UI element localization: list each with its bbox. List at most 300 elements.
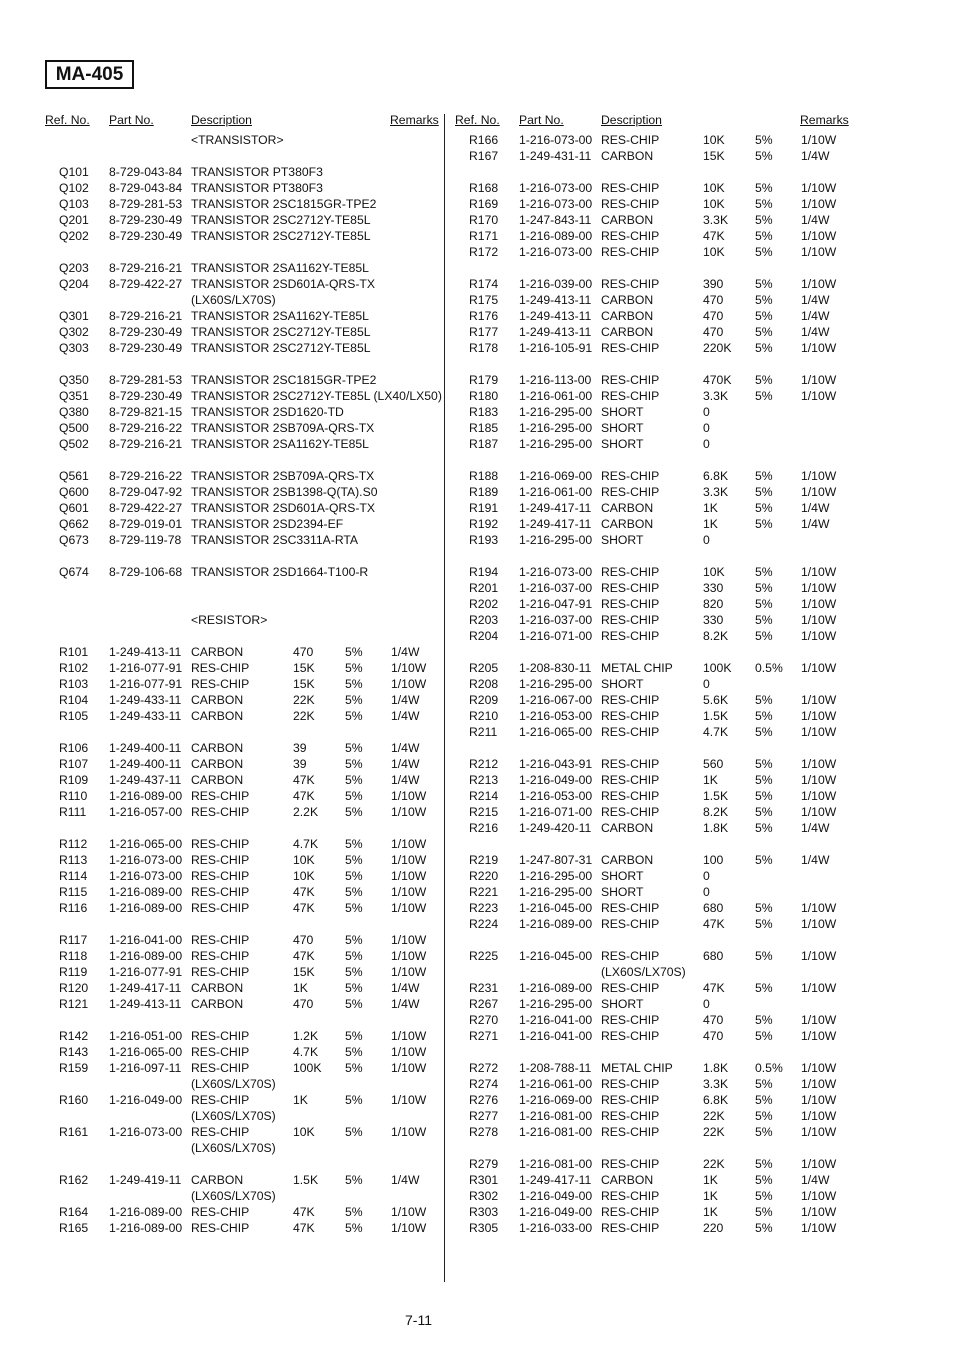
cell-value: 100K [293, 1061, 322, 1075]
cell-remarks: 1/4W [801, 325, 830, 339]
cell-description: SHORT [601, 421, 644, 435]
cell-tolerance: 5% [345, 741, 363, 755]
cell-part-no: 1-247-807-31 [519, 853, 593, 867]
cell-tolerance: 5% [345, 901, 363, 915]
row-spacer [455, 1140, 855, 1156]
row-spacer [455, 740, 855, 756]
table-row [455, 964, 855, 980]
cell-remarks: 1/10W [801, 1061, 837, 1075]
cell-description: RES-CHIP [601, 725, 660, 739]
cell-remarks: 1/4W [801, 149, 830, 163]
table-row [455, 1076, 855, 1092]
table-row [455, 724, 855, 740]
cell-tolerance: 5% [755, 1221, 773, 1235]
cell-tolerance: 5% [755, 213, 773, 227]
table-row [455, 772, 855, 788]
row-spacer [455, 548, 855, 564]
cell-ref-no: R160 [59, 1093, 89, 1107]
cell-tolerance: 5% [755, 709, 773, 723]
cell-description: RES-CHIP [601, 1189, 660, 1203]
table-row [45, 1108, 445, 1124]
table-row [455, 1220, 855, 1236]
cell-description: RES-CHIP [601, 917, 660, 931]
cell-tolerance: 5% [345, 1061, 363, 1075]
cell-remarks: 1/10W [801, 725, 837, 739]
cell-tolerance: 5% [345, 789, 363, 803]
cell-description: RES-CHIP [191, 1029, 250, 1043]
table-row [455, 1028, 855, 1044]
table-row [455, 756, 855, 772]
row-spacer [45, 916, 445, 932]
cell-remarks: 1/10W [391, 661, 427, 675]
cell-value: 10K [703, 245, 725, 259]
cell-remarks: 1/10W [801, 1013, 837, 1027]
cell-part-no: 1-249-413-11 [519, 325, 592, 339]
cell-part-no: 1-249-400-11 [109, 757, 182, 771]
table-row [45, 980, 445, 996]
table-row [455, 404, 855, 420]
cell-description: CARBON [191, 981, 244, 995]
cell-remarks: 1/4W [391, 1173, 420, 1187]
cell-tolerance: 5% [755, 1013, 773, 1027]
cell-ref-no: R271 [469, 1029, 499, 1043]
cell-part-no: 1-247-843-11 [519, 213, 592, 227]
cell-ref-no: R204 [469, 629, 499, 643]
cell-ref-no: Q301 [59, 309, 89, 323]
cell-description: TRANSISTOR 2SB709A-QRS-TX [191, 469, 375, 483]
cell-part-no: 1-216-071-00 [519, 629, 593, 643]
cell-value: 47K [703, 981, 725, 995]
cell-description: RES-CHIP [601, 1013, 660, 1027]
cell-part-no: 1-216-295-00 [519, 405, 593, 419]
cell-ref-no: Q202 [59, 229, 89, 243]
table-row [455, 596, 855, 612]
table-row [455, 868, 855, 884]
cell-part-no: 1-216-295-00 [519, 421, 593, 435]
cell-remarks: 1/4W [391, 693, 420, 707]
cell-value: 0 [703, 885, 710, 899]
cell-value: 470 [293, 645, 314, 659]
cell-remarks: 1/10W [391, 901, 427, 915]
cell-part-no: 8-729-230-49 [109, 229, 183, 243]
cell-description: CARBON [601, 853, 654, 867]
cell-part-no: 1-216-113-00 [519, 373, 592, 387]
cell-description: CARBON [191, 773, 244, 787]
column-headers [45, 110, 445, 130]
cell-remarks: 1/10W [801, 709, 837, 723]
cell-part-no: 8-729-230-49 [109, 325, 183, 339]
cell-part-no: 1-208-830-11 [519, 661, 592, 675]
table-row [45, 484, 445, 500]
cell-description: RES-CHIP [601, 597, 660, 611]
table-row [45, 788, 445, 804]
cell-tolerance: 5% [345, 933, 363, 947]
cell-remarks: 1/10W [801, 485, 837, 499]
table-row [455, 340, 855, 356]
cell-remarks: 1/10W [801, 981, 837, 995]
cell-tolerance: 0.5% [755, 1061, 783, 1075]
cell-tolerance: 5% [345, 869, 363, 883]
cell-description: CARBON [601, 517, 654, 531]
cell-ref-no: Q204 [59, 277, 89, 291]
cell-part-no: 8-729-216-22 [109, 421, 183, 435]
cell-value: 10K [293, 869, 315, 883]
cell-tolerance: 5% [755, 773, 773, 787]
header-part-no: Part No. [109, 113, 154, 127]
cell-description: <TRANSISTOR> [191, 133, 284, 147]
cell-value: 39 [293, 757, 307, 771]
cell-ref-no: R114 [59, 869, 88, 883]
cell-part-no: 8-729-047-92 [109, 485, 183, 499]
cell-value: 0 [703, 677, 710, 691]
cell-value: 4.7K [293, 1045, 319, 1059]
cell-value: 8.2K [703, 805, 729, 819]
cell-part-no: 1-216-081-00 [519, 1125, 593, 1139]
cell-part-no: 8-729-043-84 [109, 181, 183, 195]
cell-part-no: 1-216-041-00 [109, 933, 183, 947]
cell-tolerance: 5% [755, 309, 773, 323]
cell-tolerance: 5% [755, 629, 773, 643]
table-row [455, 1012, 855, 1028]
cell-description: RES-CHIP [191, 1093, 250, 1107]
cell-ref-no: R170 [469, 213, 499, 227]
cell-value: 10K [703, 133, 725, 147]
cell-description: RES-CHIP [601, 709, 660, 723]
cell-tolerance: 5% [345, 805, 363, 819]
table-row [455, 804, 855, 820]
cell-value: 1K [703, 1205, 718, 1219]
cell-description: RES-CHIP [601, 1157, 660, 1171]
cell-part-no: 1-216-073-00 [109, 869, 183, 883]
table-row [45, 180, 445, 196]
cell-part-no: 1-216-037-00 [519, 613, 593, 627]
cell-ref-no: R115 [59, 885, 88, 899]
cell-tolerance: 5% [345, 997, 363, 1011]
row-spacer [455, 164, 855, 180]
cell-remarks: 1/4W [391, 981, 420, 995]
cell-tolerance: 5% [755, 293, 773, 307]
cell-remarks: 1/10W [801, 693, 837, 707]
cell-value: 4.7K [703, 725, 729, 739]
cell-ref-no: R185 [469, 421, 499, 435]
table-row [455, 564, 855, 580]
cell-part-no: 1-216-295-00 [519, 677, 593, 691]
cell-part-no: 1-216-043-91 [519, 757, 593, 771]
cell-part-no: 1-216-067-00 [519, 693, 593, 707]
table-row [45, 1124, 445, 1140]
cell-remarks: 1/4W [801, 1173, 830, 1187]
cell-ref-no: Q350 [59, 373, 89, 387]
cell-description: CARBON [601, 1173, 654, 1187]
cell-tolerance: 5% [755, 1093, 773, 1107]
cell-tolerance: 5% [755, 725, 773, 739]
cell-part-no: 8-729-422-27 [109, 501, 183, 515]
cell-part-no: 1-249-417-11 [519, 1173, 592, 1187]
cell-part-no: 1-249-417-11 [519, 501, 592, 515]
cell-value: 0 [703, 869, 710, 883]
row-spacer [45, 580, 445, 596]
table-row [45, 1204, 445, 1220]
cell-ref-no: R118 [59, 949, 88, 963]
cell-description: SHORT [601, 437, 644, 451]
cell-remarks: 1/4W [391, 997, 420, 1011]
row-spacer [45, 356, 445, 372]
cell-part-no: 1-249-417-11 [109, 981, 182, 995]
cell-remarks: 1/10W [801, 181, 837, 195]
cell-description: SHORT [601, 405, 644, 419]
cell-value: 1K [703, 517, 718, 531]
cell-tolerance: 5% [345, 1045, 363, 1059]
cell-part-no: 8-729-216-21 [109, 261, 183, 275]
cell-ref-no: R164 [59, 1205, 89, 1219]
cell-tolerance: 5% [755, 1109, 773, 1123]
cell-remarks: 1/4W [801, 853, 830, 867]
cell-part-no: 1-216-061-00 [519, 485, 593, 499]
cell-description: RES-CHIP [191, 1061, 250, 1075]
cell-value: 10K [703, 197, 725, 211]
table-row [45, 276, 445, 292]
cell-value: 3.3K [703, 213, 729, 227]
cell-part-no: 1-216-073-00 [109, 1125, 183, 1139]
cell-value: 10K [703, 181, 725, 195]
cell-part-no: 1-216-045-00 [519, 901, 593, 915]
cell-value: 15K [293, 661, 315, 675]
cell-description: RES-CHIP [601, 773, 660, 787]
cell-value: 470 [703, 325, 724, 339]
cell-description: RES-CHIP [601, 389, 660, 403]
table-row [45, 612, 445, 628]
cell-part-no: 1-216-295-00 [519, 997, 593, 1011]
cell-ref-no: Q600 [59, 485, 89, 499]
cell-part-no: 8-729-422-27 [109, 277, 183, 291]
header-ref-no: Ref. No. [45, 113, 90, 127]
cell-part-no: 1-216-073-00 [519, 181, 593, 195]
cell-part-no: 1-216-089-00 [109, 885, 183, 899]
header-description: Description [601, 113, 662, 127]
table-row [45, 292, 445, 308]
cell-description: RES-CHIP [601, 949, 660, 963]
cell-ref-no: R213 [469, 773, 499, 787]
table-row [45, 500, 445, 516]
cell-part-no: 1-216-053-00 [519, 789, 593, 803]
cell-ref-no: R159 [59, 1061, 89, 1075]
cell-description: TRANSISTOR 2SC3311A-RTA [191, 533, 359, 547]
cell-description: TRANSISTOR 2SC2712Y-TE85L [191, 325, 371, 339]
cell-remarks: 1/10W [801, 565, 837, 579]
cell-value: 0 [703, 997, 710, 1011]
cell-ref-no: Q102 [59, 181, 89, 195]
column-divider [444, 114, 445, 1282]
cell-description: METAL CHIP [601, 661, 673, 675]
cell-value: 47K [293, 1221, 315, 1235]
cell-ref-no: R104 [59, 693, 89, 707]
cell-value: 0 [703, 421, 710, 435]
cell-remarks: 1/10W [801, 133, 837, 147]
table-row [455, 1204, 855, 1220]
cell-tolerance: 5% [755, 901, 773, 915]
cell-description: CARBON [191, 997, 244, 1011]
table-row [45, 1060, 445, 1076]
cell-ref-no: R205 [469, 661, 499, 675]
cell-tolerance: 5% [755, 1125, 773, 1139]
cell-tolerance: 5% [345, 885, 363, 899]
cell-part-no: 1-216-089-00 [109, 901, 183, 915]
cell-description: RES-CHIP [191, 789, 250, 803]
table-row [45, 1028, 445, 1044]
cell-description: RES-CHIP [601, 133, 660, 147]
cell-ref-no: R215 [469, 805, 499, 819]
cell-description: RES-CHIP [601, 197, 660, 211]
cell-remarks: 1/10W [391, 885, 427, 899]
cell-description: RES-CHIP [601, 1029, 660, 1043]
row-spacer [45, 724, 445, 740]
cell-ref-no: R305 [469, 1221, 499, 1235]
cell-description: SHORT [601, 885, 644, 899]
cell-description: TRANSISTOR 2SD1664-T100-R [191, 565, 369, 579]
cell-ref-no: R219 [469, 853, 499, 867]
cell-tolerance: 5% [755, 181, 773, 195]
cell-description: CARBON [601, 213, 654, 227]
table-row [455, 148, 855, 164]
cell-part-no: 1-216-097-11 [109, 1061, 182, 1075]
cell-ref-no: R116 [59, 901, 88, 915]
cell-tolerance: 5% [755, 757, 773, 771]
cell-part-no: 1-249-413-11 [109, 645, 182, 659]
cell-part-no: 1-216-071-00 [519, 805, 593, 819]
cell-part-no: 1-216-073-00 [519, 133, 593, 147]
cell-part-no: 1-249-433-11 [109, 693, 182, 707]
cell-part-no: 1-216-061-00 [519, 389, 593, 403]
row-spacer [455, 836, 855, 852]
cell-remarks: 1/10W [391, 837, 427, 851]
cell-ref-no: Q674 [59, 565, 89, 579]
cell-ref-no: R167 [469, 149, 499, 163]
cell-ref-no: R194 [469, 565, 499, 579]
cell-value: 1.5K [703, 789, 729, 803]
cell-value: 10K [293, 1125, 315, 1139]
cell-remarks: 1/4W [801, 501, 830, 515]
cell-description: METAL CHIP [601, 1061, 673, 1075]
cell-value: 47K [703, 229, 725, 243]
cell-ref-no: R180 [469, 389, 499, 403]
cell-part-no: 1-216-081-00 [519, 1157, 593, 1171]
cell-part-no: 1-249-437-11 [109, 773, 182, 787]
cell-description: RES-CHIP [601, 485, 660, 499]
cell-value: 47K [293, 789, 315, 803]
cell-part-no: 8-729-043-84 [109, 165, 183, 179]
cell-remarks: 1/4W [801, 309, 830, 323]
cell-remarks: 1/10W [801, 277, 837, 291]
cell-remarks: 1/4W [801, 293, 830, 307]
cell-description: RES-CHIP [191, 1045, 250, 1059]
cell-remarks: 1/10W [801, 1157, 837, 1171]
cell-value: 470 [703, 293, 724, 307]
cell-ref-no: Q601 [59, 501, 89, 515]
cell-value: 10K [703, 565, 725, 579]
cell-value: 470 [703, 309, 724, 323]
table-row [45, 740, 445, 756]
cell-value: 22K [293, 693, 315, 707]
cell-value: 1.2K [293, 1029, 319, 1043]
table-row [455, 948, 855, 964]
cell-value: 22K [293, 709, 315, 723]
cell-value: 1.8K [703, 821, 729, 835]
cell-ref-no: R189 [469, 485, 499, 499]
table-row [45, 836, 445, 852]
row-spacer [45, 1012, 445, 1028]
table-row [45, 1140, 445, 1156]
table-row [45, 932, 445, 948]
cell-ref-no: R210 [469, 709, 499, 723]
cell-description: CARBON [601, 293, 654, 307]
table-row [45, 964, 445, 980]
cell-ref-no: R211 [469, 725, 498, 739]
cell-remarks: 1/10W [801, 229, 837, 243]
cell-description: RES-CHIP [191, 965, 250, 979]
table-row [455, 420, 855, 436]
cell-remarks: 1/10W [391, 1029, 427, 1043]
cell-tolerance: 5% [755, 1157, 773, 1171]
cell-ref-no: R162 [59, 1173, 89, 1187]
table-row [455, 532, 855, 548]
cell-ref-no: R231 [469, 981, 499, 995]
cell-description: (LX60S/LX70S) [191, 1077, 276, 1091]
cell-description: RES-CHIP [601, 693, 660, 707]
cell-description: RES-CHIP [601, 245, 660, 259]
cell-part-no: 1-249-433-11 [109, 709, 182, 723]
cell-description: (LX60S/LX70S) [191, 293, 276, 307]
cell-value: 1K [703, 501, 718, 515]
cell-description: RES-CHIP [601, 805, 660, 819]
cell-value: 220 [703, 1221, 724, 1235]
cell-remarks: 1/10W [391, 1221, 427, 1235]
cell-tolerance: 5% [755, 469, 773, 483]
cell-tolerance: 5% [345, 837, 363, 851]
cell-value: 560 [703, 757, 724, 771]
cell-tolerance: 5% [345, 981, 363, 995]
table-row [455, 692, 855, 708]
cell-ref-no: R120 [59, 981, 89, 995]
cell-tolerance: 5% [345, 853, 363, 867]
cell-ref-no: R111 [59, 805, 87, 819]
cell-tolerance: 5% [345, 949, 363, 963]
cell-tolerance: 5% [755, 373, 773, 387]
cell-part-no: 1-216-047-91 [519, 597, 593, 611]
cell-tolerance: 5% [345, 693, 363, 707]
table-row [455, 228, 855, 244]
cell-remarks: 1/10W [801, 1093, 837, 1107]
cell-part-no: 8-729-821-15 [109, 405, 183, 419]
table-row [45, 900, 445, 916]
cell-remarks: 1/10W [801, 949, 837, 963]
cell-tolerance: 5% [345, 757, 363, 771]
cell-remarks: 1/10W [391, 677, 427, 691]
cell-value: 47K [293, 885, 315, 899]
cell-part-no: 1-249-431-11 [519, 149, 592, 163]
cell-part-no: 1-216-037-00 [519, 581, 593, 595]
cell-ref-no: R105 [59, 709, 89, 723]
cell-ref-no: R212 [469, 757, 499, 771]
cell-ref-no: R221 [469, 885, 499, 899]
cell-description: RES-CHIP [191, 661, 250, 675]
cell-value: 15K [293, 677, 315, 691]
cell-value: 3.3K [703, 389, 729, 403]
cell-ref-no: R208 [469, 677, 499, 691]
cell-part-no: 1-216-041-00 [519, 1013, 593, 1027]
cell-tolerance: 5% [755, 197, 773, 211]
cell-value: 820 [703, 597, 724, 611]
cell-part-no: 1-216-295-00 [519, 533, 593, 547]
